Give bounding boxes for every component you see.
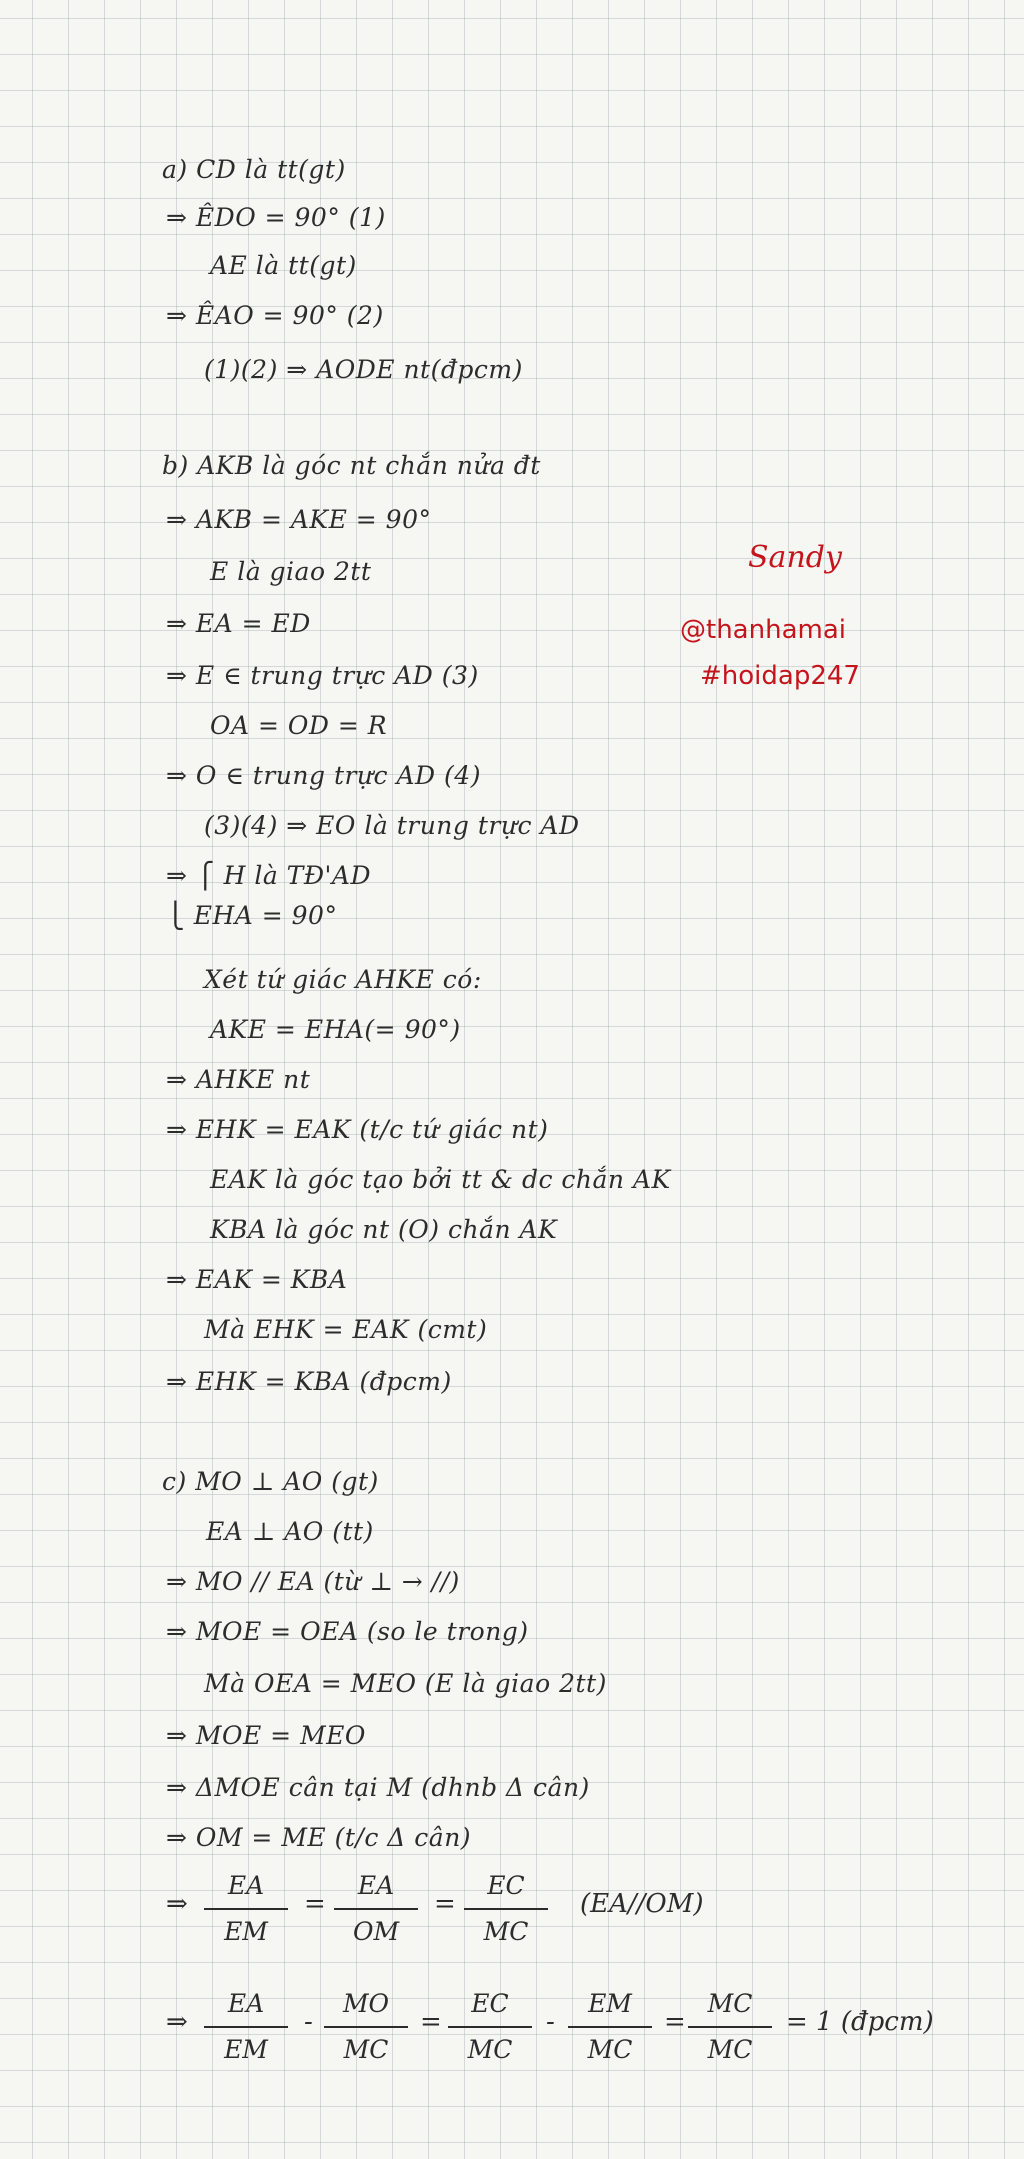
line-part-b-5: ⇒ E ∈ trung trực AD (3) <box>166 661 479 690</box>
line-part-a-3: AE là tt(gt) <box>210 251 357 280</box>
fraction-bar <box>204 2026 288 2028</box>
line-part-a-4: ⇒ ÊAO = 90° (2) <box>166 301 384 330</box>
fraction-bar <box>464 1908 548 1910</box>
line-part-c-7: ⇒ ΔMOE cân tại M (dhnb Δ cân) <box>166 1773 590 1802</box>
operator: = <box>434 1889 456 1919</box>
line-part-b-19: ⇒ EHK = KBA (đpcm) <box>166 1367 452 1396</box>
fraction <box>196 1866 296 1952</box>
line-part-b-11: Xét tứ giác AHKE có: <box>204 965 482 994</box>
line-part-b-13: ⇒ AHKE nt <box>166 1065 311 1094</box>
line-part-b-16: KBA là góc nt (O) chắn AK <box>210 1215 558 1244</box>
line-part-b-15: EAK là góc tạo bởi tt & dc chắn AK <box>210 1165 671 1194</box>
line-part-c-5: Mà OEA = MEO (E là giao 2tt) <box>204 1669 607 1698</box>
author-signature: Sandy <box>748 540 842 575</box>
line-part-b-17: ⇒ EAK = KBA <box>166 1265 348 1294</box>
denominator: OM <box>352 1917 400 1946</box>
numerator: MO <box>342 1989 390 2018</box>
operator: = <box>304 1889 326 1919</box>
line-part-b-14: ⇒ EHK = EAK (t/c tứ giác nt) <box>166 1115 549 1144</box>
operator: - <box>546 2007 555 2037</box>
line-part-c-2: EA ⊥ AO (tt) <box>206 1517 374 1546</box>
fraction <box>560 1984 660 2070</box>
line-part-a-5: (1)(2) ⇒ AODE nt(đpcm) <box>204 355 523 384</box>
line-part-a-2: ⇒ ÊDO = 90° (1) <box>166 203 386 232</box>
line-part-c-8: ⇒ OM = ME (t/c Δ cân) <box>166 1823 472 1852</box>
denominator: MC <box>467 2035 513 2064</box>
fraction <box>196 1984 296 2070</box>
implies-symbol: ⇒ <box>166 1889 188 1919</box>
numerator: EA <box>357 1871 395 1900</box>
fraction <box>316 1984 416 2070</box>
line-part-c-4: ⇒ MOE = OEA (so le trong) <box>166 1617 529 1646</box>
fraction <box>326 1866 426 1952</box>
numerator: EC <box>471 1989 509 2018</box>
denominator: EM <box>224 2035 268 2064</box>
fraction-bar <box>448 2026 532 2028</box>
implies-symbol: ⇒ <box>166 2007 188 2037</box>
denominator: MC <box>343 2035 389 2064</box>
line-part-b-18: Mà EHK = EAK (cmt) <box>204 1315 488 1344</box>
line-part-b-2: ⇒ AKB = AKE = 90° <box>166 505 432 534</box>
fraction-bar <box>334 1908 418 1910</box>
numerator: EC <box>487 1871 525 1900</box>
operator: = <box>420 2007 442 2037</box>
line-part-b-4: ⇒ EA = ED <box>166 609 311 638</box>
numerator: MC <box>707 1989 753 2018</box>
line-part-b-6: OA = OD = R <box>210 711 388 740</box>
conclusion-note: = 1 (đpcm) <box>786 2007 934 2037</box>
operator: - <box>304 2007 313 2037</box>
author-handle: @thanhamai <box>680 615 846 645</box>
fraction-bar <box>688 2026 772 2028</box>
fraction <box>456 1866 556 1952</box>
numerator: EA <box>227 1989 265 2018</box>
denominator: MC <box>587 2035 633 2064</box>
numerator: EM <box>588 1989 632 2018</box>
line-part-b-1: b) AKB là góc nt chắn nửa đt <box>162 451 541 480</box>
fraction-bar <box>568 2026 652 2028</box>
line-part-b-10: ⎩ EHA = 90° <box>166 901 338 930</box>
site-hashtag: #hoidap247 <box>700 661 860 691</box>
line-part-b-9: ⇒ ⎧ H là TĐ'AD <box>166 861 372 890</box>
reason-note: (EA//OM) <box>580 1889 704 1919</box>
line-part-a-1: a) CD là tt(gt) <box>162 155 346 184</box>
fraction-bar <box>204 1908 288 1910</box>
line-part-b-7: ⇒ O ∈ trung trực AD (4) <box>166 761 481 790</box>
denominator: EM <box>224 1917 268 1946</box>
line-part-b-12: AKE = EHA(= 90°) <box>210 1015 461 1044</box>
line-part-c-1: c) MO ⊥ AO (gt) <box>162 1467 379 1496</box>
line-part-b-8: (3)(4) ⇒ EO là trung trực AD <box>204 811 580 840</box>
fraction <box>440 1984 540 2070</box>
denominator: MC <box>707 2035 753 2064</box>
line-part-b-3: E là giao 2tt <box>210 557 372 586</box>
fraction-bar <box>324 2026 408 2028</box>
fraction <box>680 1984 780 2070</box>
denominator: MC <box>483 1917 529 1946</box>
line-part-c-3: ⇒ MO // EA (từ ⊥ → //) <box>166 1567 460 1596</box>
numerator: EA <box>227 1871 265 1900</box>
operator: = <box>664 2007 686 2037</box>
line-part-c-6: ⇒ MOE = MEO <box>166 1721 366 1750</box>
